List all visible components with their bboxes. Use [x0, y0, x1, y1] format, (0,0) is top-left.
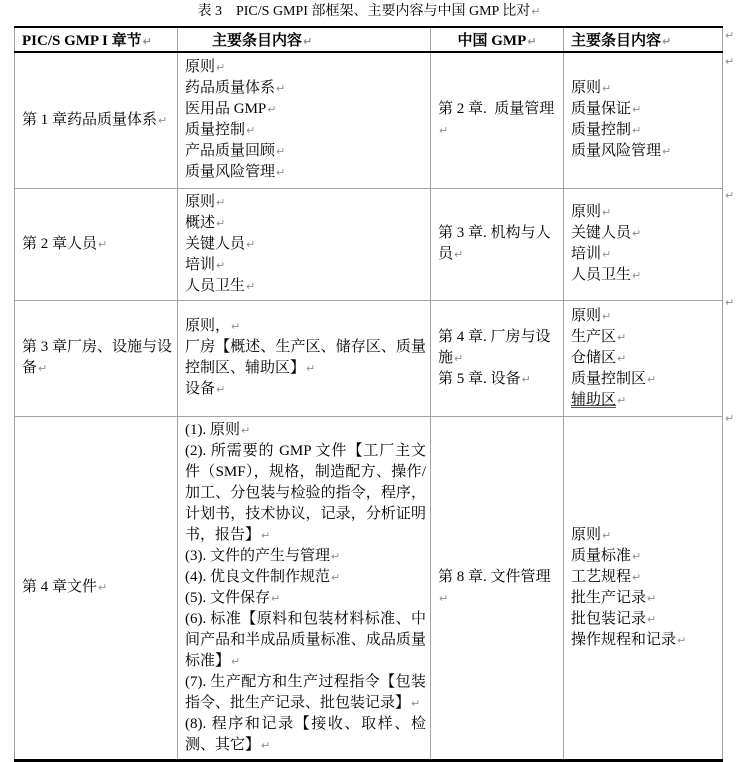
text-line — [185, 316, 426, 337]
text-line-content: 原则 — [571, 526, 602, 543]
pilcrow-mark: ↵ — [216, 195, 226, 209]
text-line — [438, 327, 559, 369]
pilcrow-mark: ↵ — [276, 166, 286, 180]
pilcrow-mark: ↵ — [647, 372, 657, 386]
text-line-content: 产品质量回顾 — [185, 143, 276, 160]
text-line — [438, 369, 559, 390]
text-line-content: 批生产记录 — [571, 589, 647, 606]
text-line — [571, 369, 718, 390]
text-line-content: 第 2 章. 质量管理 — [438, 101, 555, 118]
text-line — [571, 244, 718, 265]
pilcrow-mark: ↵ — [246, 279, 256, 293]
pilcrow-mark: ↵ — [602, 82, 612, 96]
pilcrow-mark: ↵ — [632, 269, 642, 282]
table-row — [15, 188, 723, 300]
cell-pics-chapter — [15, 52, 178, 188]
pilcrow-mark: ↵ — [216, 61, 226, 75]
text-line-content: 原则 — [571, 307, 602, 324]
col-header-label: PIC/S GMP I 章节 — [22, 33, 142, 49]
table-caption — [0, 2, 738, 22]
text-line-content: (1). 原则 — [185, 421, 240, 438]
text-line-content: 培训 — [571, 246, 602, 262]
text-line — [571, 630, 718, 651]
text-line-content: (5). 文件保存 — [185, 589, 270, 606]
text-line-content: 质量风险管理 — [571, 143, 662, 160]
text-line-content: 质量控制 — [185, 122, 246, 139]
text-line-content: 厂房【概述、生产区、储存区、质量控制区、辅助区】 — [185, 339, 426, 376]
table-caption-text: 表 3 PIC/S GMPI 部框架、主要内容与中国 GMP 比对 — [197, 4, 531, 19]
text-line — [438, 223, 559, 265]
pilcrow-mark: ↵ — [276, 145, 286, 159]
text-line — [571, 78, 718, 99]
pilcrow-mark: ↵ — [617, 351, 627, 365]
pilcrow-mark: ↵ — [331, 549, 341, 563]
cell-pics-items — [178, 188, 431, 300]
text-line — [22, 234, 173, 255]
text-line — [571, 265, 718, 286]
text-line-content: 第 3 章. 机构与人员 — [438, 225, 551, 262]
text-line-content: (7). 生产配方和生产过程指令【包装指令、批生产记录、批包装记录】 — [185, 673, 426, 711]
text-line — [438, 567, 559, 609]
text-line — [571, 202, 718, 223]
text-line-content: 第 4 章. 厂房与设施 — [438, 328, 551, 366]
text-line — [571, 99, 718, 120]
text-line — [185, 162, 426, 183]
pilcrow-mark: ↵ — [411, 696, 421, 710]
pilcrow-mark: ↵ — [632, 227, 642, 240]
text-line — [185, 546, 426, 567]
row-end-mark: ↵ — [725, 29, 735, 42]
text-line — [185, 420, 426, 441]
text-line-content: 第 5 章. 设备 — [438, 370, 521, 387]
text-line-content: 原则 — [571, 204, 602, 220]
pilcrow-mark: ↵ — [617, 330, 627, 344]
text-line — [571, 390, 718, 411]
text-line-content: 医用品 GMP — [185, 101, 267, 118]
pilcrow-mark: ↵ — [617, 393, 627, 407]
col-header-china-gmp — [431, 27, 564, 52]
pilcrow-mark: ↵ — [632, 570, 642, 584]
text-line — [571, 567, 718, 588]
text-line — [185, 609, 426, 672]
text-line — [185, 379, 426, 400]
pilcrow-mark: ↵ — [662, 145, 672, 159]
pilcrow-mark: ↵ — [677, 633, 687, 647]
text-line — [22, 110, 173, 131]
text-line-content: 关键人员 — [185, 235, 246, 252]
text-line-content: 原则， — [185, 318, 231, 334]
cell-pics-chapter — [15, 416, 178, 760]
pilcrow-mark: ↵ — [271, 591, 281, 605]
text-line-content: 质量控制区 — [571, 370, 647, 387]
pilcrow-mark: ↵ — [261, 738, 271, 752]
cell-pics-items — [178, 416, 431, 760]
pilcrow-mark: ↵ — [241, 423, 251, 437]
col-header-pics-chapter — [15, 27, 178, 52]
pilcrow-mark: ↵ — [303, 35, 313, 48]
pilcrow-mark: ↵ — [602, 528, 612, 542]
row-end-mark: ↵ — [725, 55, 735, 68]
text-line — [185, 672, 426, 714]
pilcrow-mark: ↵ — [331, 570, 341, 584]
text-line — [185, 78, 426, 99]
text-line-content: 原则 — [185, 193, 216, 210]
text-line — [185, 213, 426, 234]
text-line-content: 工艺规程 — [571, 568, 632, 585]
text-line — [185, 588, 426, 609]
col-header-pics-items — [178, 27, 431, 52]
row-end-mark: ↵ — [725, 296, 735, 309]
text-line-content: 人员卫生 — [571, 267, 632, 283]
text-line — [185, 120, 426, 141]
text-line — [185, 276, 426, 297]
cell-pics-items — [178, 300, 431, 416]
text-line-content: 概述 — [185, 214, 216, 231]
text-line-content: 仓储区 — [571, 349, 617, 366]
text-line — [571, 609, 718, 630]
cell-china-chapter — [431, 416, 564, 760]
text-line — [571, 525, 718, 546]
text-line-content: 人员卫生 — [185, 277, 246, 294]
pilcrow-mark: ↵ — [216, 216, 226, 230]
pilcrow-mark: ↵ — [246, 124, 256, 138]
cell-pics-items — [178, 52, 431, 188]
text-line — [185, 255, 426, 276]
pilcrow-mark: ↵ — [98, 581, 108, 594]
text-line-content: 第 3 章厂房、设施与设备 — [22, 339, 173, 376]
cell-china-chapter — [431, 300, 564, 416]
cell-pics-chapter — [15, 188, 178, 300]
pilcrow-mark: ↵ — [632, 124, 642, 138]
pilcrow-mark: ↵ — [306, 362, 316, 375]
text-line-content: 培训 — [185, 256, 216, 273]
pilcrow-mark: ↵ — [158, 113, 168, 127]
row-end-mark: ↵ — [725, 189, 735, 202]
cell-china-chapter — [431, 52, 564, 188]
col-header-label: 中国 GMP — [457, 33, 527, 49]
text-line — [185, 192, 426, 213]
text-line — [185, 234, 426, 255]
table-row — [15, 300, 723, 416]
text-line-content: 批包装记录 — [571, 610, 647, 627]
pilcrow-mark: ↵ — [662, 35, 672, 48]
text-line — [571, 223, 718, 244]
text-line-content: 质量保证 — [571, 101, 632, 118]
text-line-content: 设备 — [185, 381, 216, 397]
text-line-content: 辅助区 — [571, 391, 617, 408]
text-line — [571, 348, 718, 369]
cell-china-items — [564, 300, 723, 416]
text-line-content: 质量标准 — [571, 547, 632, 564]
col-header-label: 主要条目内容 — [571, 33, 662, 49]
pilcrow-mark: ↵ — [527, 35, 537, 48]
header-row — [15, 27, 723, 52]
text-line-content: 第 2 章人员 — [22, 235, 98, 252]
table-row — [15, 416, 723, 760]
text-line — [185, 141, 426, 162]
row-end-mark: ↵ — [725, 412, 735, 425]
pilcrow-mark: ↵ — [454, 351, 464, 365]
pilcrow-mark: ↵ — [231, 654, 241, 668]
col-header-china-items — [564, 27, 723, 52]
pilcrow-mark: ↵ — [246, 237, 256, 251]
pilcrow-mark: ↵ — [276, 82, 286, 96]
pilcrow-mark: ↵ — [632, 549, 642, 563]
pilcrow-mark: ↵ — [38, 362, 48, 375]
text-line-content: 质量风险管理 — [185, 164, 276, 181]
cell-china-items — [564, 416, 723, 760]
pilcrow-mark: ↵ — [647, 612, 657, 626]
pilcrow-mark: ↵ — [521, 372, 531, 386]
pilcrow-mark: ↵ — [602, 206, 612, 219]
text-line-content: (8). 程序和记录【接收、取样、检测、其它】 — [185, 715, 426, 753]
text-line-content: 质量控制 — [571, 122, 632, 139]
text-line — [185, 441, 426, 546]
text-line-content: 第 8 章. 文件管理 — [438, 568, 551, 585]
text-line-content: (6). 标准【原料和包装材料标准、中间产品和半成品质量标准、成品质量标准】 — [185, 610, 426, 669]
text-line-content: 第 1 章药品质量体系 — [22, 111, 158, 128]
pilcrow-mark: ↵ — [216, 383, 226, 396]
cell-china-chapter — [431, 188, 564, 300]
pilcrow-mark: ↵ — [632, 103, 642, 117]
pilcrow-mark: ↵ — [531, 5, 541, 18]
text-line — [185, 99, 426, 120]
text-line — [571, 327, 718, 348]
text-line — [22, 337, 173, 379]
pilcrow-mark: ↵ — [439, 591, 449, 605]
pilcrow-mark: ↵ — [98, 237, 108, 251]
pilcrow-mark: ↵ — [602, 309, 612, 323]
pilcrow-mark: ↵ — [216, 258, 226, 272]
text-line-content: (2). 所需要的 GMP 文件【工厂主文件（SMF），规格，制造配方、操作/加工、分包装与检验的指令，程序，计划书，技术协议，记录，分析证明书，报告】 — [185, 442, 426, 543]
text-line-content: 原则 — [571, 80, 602, 97]
pilcrow-mark: ↵ — [454, 248, 464, 261]
text-line-content: 生产区 — [571, 328, 617, 345]
col-header-label: 主要条目内容 — [212, 33, 303, 49]
text-line — [185, 57, 426, 78]
text-line — [571, 141, 718, 162]
text-line — [571, 588, 718, 609]
table-row — [15, 52, 723, 188]
pilcrow-mark: ↵ — [267, 103, 277, 117]
pilcrow-mark: ↵ — [602, 248, 612, 261]
pilcrow-mark: ↵ — [142, 35, 152, 48]
pilcrow-mark: ↵ — [231, 320, 241, 333]
text-line-content: 操作规程和记录 — [571, 631, 677, 648]
cell-china-items — [564, 52, 723, 188]
cell-pics-chapter — [15, 300, 178, 416]
text-line-content: (3). 文件的产生与管理 — [185, 547, 330, 564]
pilcrow-mark: ↵ — [647, 591, 657, 605]
gmp-comparison-table — [14, 26, 723, 762]
text-line-content: 关键人员 — [571, 225, 632, 241]
pilcrow-mark: ↵ — [261, 528, 271, 542]
text-line-content: (4). 优良文件制作规范 — [185, 568, 330, 585]
text-line — [185, 337, 426, 379]
text-line-content: 原则 — [185, 59, 216, 76]
text-line — [438, 99, 559, 141]
text-line — [571, 306, 718, 327]
pilcrow-mark: ↵ — [439, 124, 449, 138]
text-line — [185, 714, 426, 756]
text-line-content: 第 4 章文件 — [22, 579, 98, 595]
cell-china-items — [564, 188, 723, 300]
text-line — [185, 567, 426, 588]
text-line — [22, 577, 173, 598]
text-line-content: 药品质量体系 — [185, 80, 276, 97]
text-line — [571, 546, 718, 567]
text-line — [571, 120, 718, 141]
